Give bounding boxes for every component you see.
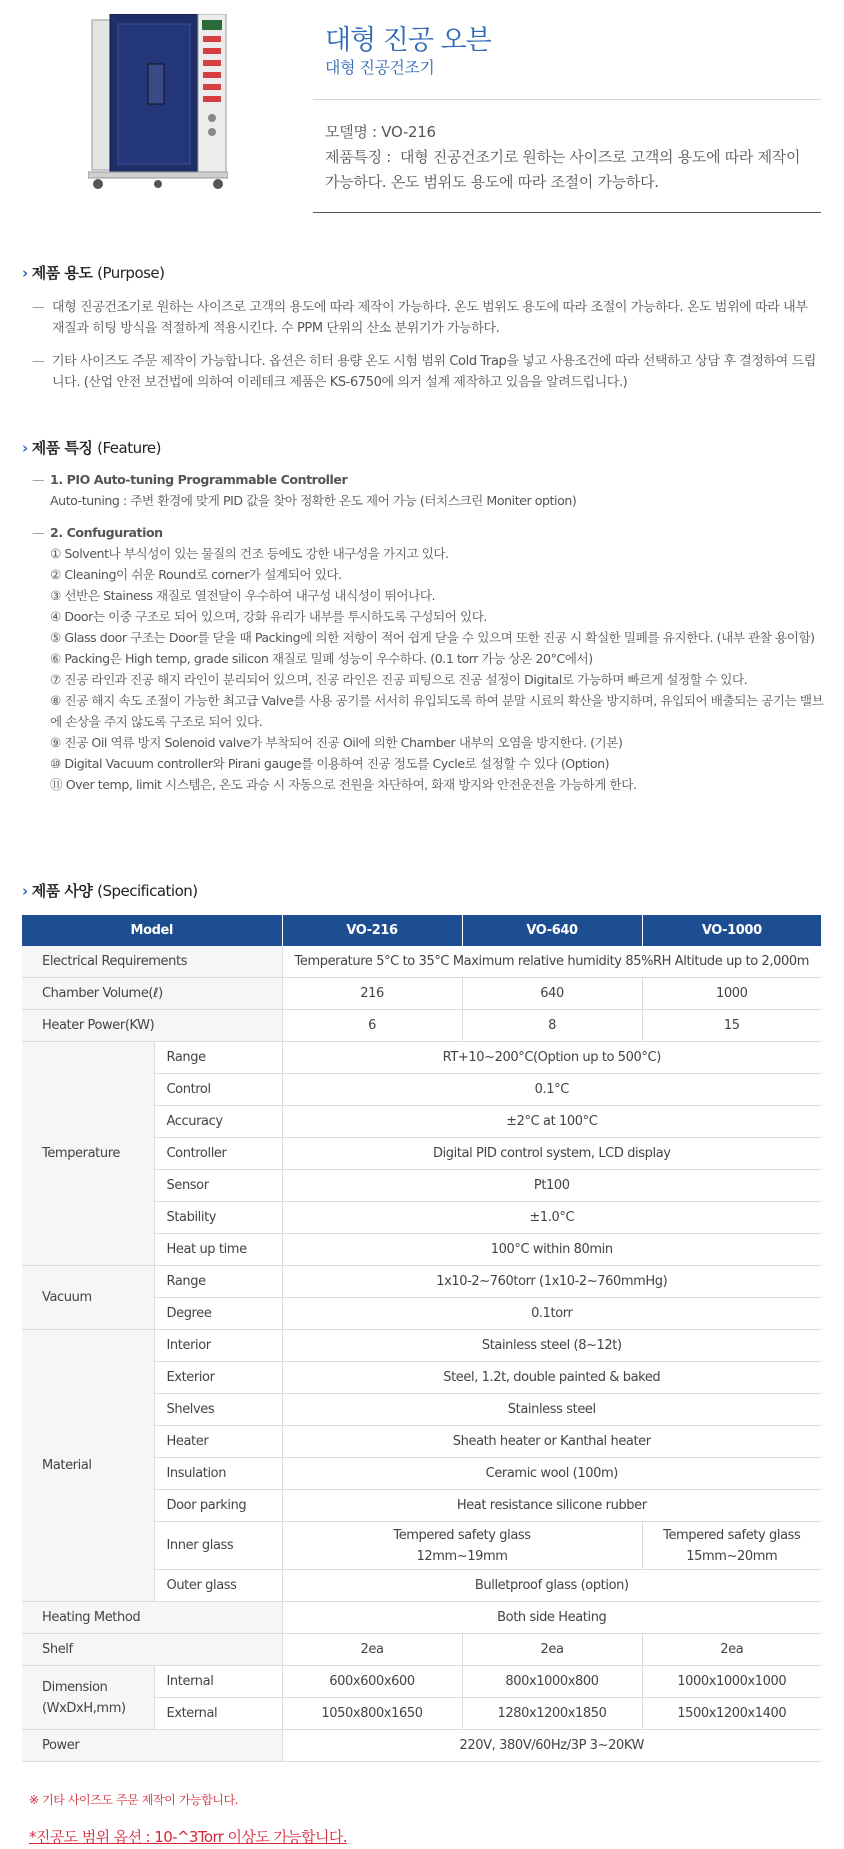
chamber-value: 216: [282, 978, 462, 1010]
row-sub-label: Exterior: [154, 1362, 282, 1394]
table-row: [22, 1010, 821, 1042]
config-item: ③ 선반은 Stainess 재질로 열전달이 우수하여 내구성 내식성이 뛰어나다.: [50, 588, 436, 603]
header-vo-216: VO-216: [282, 915, 462, 946]
row-sub-label: Range: [154, 1266, 282, 1298]
shelf-value: 2ea: [642, 1634, 821, 1666]
outer-glass-value: Bulletproof glass (option): [282, 1570, 821, 1602]
external-value: 1500x1200x1400: [642, 1698, 821, 1730]
table-row: [22, 1266, 821, 1298]
header-model: Model: [22, 915, 282, 946]
table-row: [22, 946, 821, 978]
table-row: [22, 1666, 821, 1698]
table-row: [22, 1330, 821, 1362]
heating-label: Heating Method: [22, 1602, 282, 1634]
row-value: 1x10-2~760torr (1x10-2~760mmHg): [282, 1266, 821, 1298]
product-subtitle: 대형 진공건조기: [325, 58, 435, 77]
row-sub-label: Control: [154, 1074, 282, 1106]
row-value: Stainless steel (8~12t): [282, 1330, 821, 1362]
chevron-right-icon: ›: [22, 264, 28, 282]
header-vo-640: VO-640: [462, 915, 642, 946]
feature-1-desc: Auto-tuning : 주변 환경에 맞게 PID 값을 찾아 정확한 온도 제어 가능 (터치스크린 Moniter option): [50, 493, 577, 508]
row-value: Ceramic wool (100m): [282, 1458, 821, 1490]
info-divider: [313, 212, 821, 213]
external-value: 1280x1200x1850: [462, 1698, 642, 1730]
row-value: Pt100: [282, 1170, 821, 1202]
external-value: 1050x800x1650: [282, 1698, 462, 1730]
shelf-label: Shelf: [22, 1634, 282, 1666]
heater-value: 15: [642, 1010, 821, 1042]
config-item: ⑨ 진공 Oil 역류 방지 Solenoid valve가 부착되어 진공 Oil에 의한 Chamber 내부의 오염을 방지한다. (기본): [50, 735, 623, 750]
config-item: ⑧ 진공 해지 속도 조절이 가능한 최고급 Valve를 사용 공기를 서서히 유입되도록 하여 분말 시료의 확산을 방지하며, 유입되어 배출되는 공기는 밸브에 손상을 주지 않도록 구조로 되어 있다.: [50, 693, 824, 729]
row-sub-label: Shelves: [154, 1394, 282, 1426]
table-row: [22, 1602, 821, 1634]
header-vo-1000: VO-1000: [642, 915, 821, 946]
row-value: 0.1torr: [282, 1298, 821, 1330]
row-sub-label: Range: [154, 1042, 282, 1074]
heater-value: 6: [282, 1010, 462, 1042]
external-label: External: [154, 1698, 282, 1730]
dimension-label: Dimension (WxDxH,mm): [22, 1666, 154, 1730]
material-label: Material: [22, 1330, 154, 1602]
electrical-value: Temperature 5°C to 35°C Maximum relative humidity 85%RH Altitude up to 2,000m: [282, 946, 821, 978]
config-item: ⑤ Glass door 구조는 Door를 닫을 때 Packing에 의한 저항이 적어 쉽게 닫을 수 있으며 또한 진공 시 확실한 밀폐를 유지한다. (내부 관찰 용이함): [50, 630, 815, 645]
internal-value: 600x600x600: [282, 1666, 462, 1698]
config-item: ⑪ Over temp, limit 시스템은, 온도 과승 시 자동으로 전원을 차단하여, 화재 방지와 안전운전을 가능하게 한다.: [50, 777, 637, 792]
shelf-value: 2ea: [282, 1634, 462, 1666]
heating-value: Both side Heating: [282, 1602, 821, 1634]
shelf-value: 2ea: [462, 1634, 642, 1666]
power-value: 220V, 380V/60Hz/3P 3~20KW: [282, 1730, 821, 1762]
dash-bullet-icon: —: [32, 472, 45, 487]
chevron-right-icon: ›: [22, 882, 28, 900]
model-value: VO-216: [381, 123, 436, 141]
custom-size-note: ※ 기타 사이즈도 주문 제작이 가능합니다.: [29, 1793, 239, 1807]
table-row: [22, 1634, 821, 1666]
vacuum-range-note: *진공도 범위 옵션 : 10-^3Torr 이상도 가능합니다.: [29, 1828, 347, 1846]
electrical-label: Electrical Requirements: [22, 946, 282, 978]
row-value: Heat resistance silicone rubber: [282, 1490, 821, 1522]
dash-bullet-icon: —: [32, 525, 45, 540]
temperature-label: Temperature: [22, 1042, 154, 1266]
config-item: ② Cleaning이 쉬운 Round로 corner가 설계되어 있다.: [50, 567, 342, 582]
inner-glass-value-b: Tempered safety glass 15mm~20mm: [642, 1522, 821, 1570]
row-value: Digital PID control system, LCD display: [282, 1138, 821, 1170]
power-label: Power: [22, 1730, 282, 1762]
row-value: 0.1°C: [282, 1074, 821, 1106]
chevron-right-icon: ›: [22, 439, 28, 457]
dash-bullet-icon: —: [32, 300, 45, 315]
purpose-section-title: › 제품 용도 (Purpose): [22, 264, 165, 282]
feature-label: 제품특징: [325, 148, 382, 166]
row-sub-label: Insulation: [154, 1458, 282, 1490]
table-row: [22, 1730, 821, 1762]
row-sub-label: Interior: [154, 1330, 282, 1362]
row-sub-label: Heater: [154, 1426, 282, 1458]
heater-label: Heater Power(KW): [22, 1010, 282, 1042]
internal-label: Internal: [154, 1666, 282, 1698]
table-row: [22, 1042, 821, 1074]
row-sub-label: Controller: [154, 1138, 282, 1170]
table-row: [22, 978, 821, 1010]
config-item: ④ Door는 이중 구조로 되어 있으며, 강화 유리가 내부를 투시하도록 구성되어 있다.: [50, 609, 487, 624]
row-sub-label: Sensor: [154, 1170, 282, 1202]
vacuum-label: Vacuum: [22, 1266, 154, 1330]
config-item: ⑦ 진공 라인과 진공 해지 라인이 분리되어 있으며, 진공 라인은 진공 피팅으로 진공 설정이 Digital로 가능하며 빠르게 설정할 수 있다.: [50, 672, 748, 687]
product-title: 대형 진공 오븐: [325, 25, 491, 56]
spec-table: [22, 915, 821, 1762]
row-sub-label: Door parking: [154, 1490, 282, 1522]
row-sub-label: Degree: [154, 1298, 282, 1330]
inner-glass-label: Inner glass: [154, 1522, 282, 1570]
vacuum-oven-image: [88, 14, 228, 190]
row-value: ±1.0°C: [282, 1202, 821, 1234]
spec-header-row: [22, 915, 821, 946]
chamber-value: 1000: [642, 978, 821, 1010]
row-value: ±2°C at 100°C: [282, 1106, 821, 1138]
model-line: 모델명 : VO-216: [325, 123, 436, 141]
row-value: RT+10~200°C(Option up to 500°C): [282, 1042, 821, 1074]
model-label: 모델명: [325, 123, 368, 141]
title-divider: [313, 99, 821, 100]
row-sub-label: Accuracy: [154, 1106, 282, 1138]
purpose-paragraph-2: — 기타 사이즈도 주문 제작이 가능합니다. 옵션은 히터 용량 온도 시험 범위 Cold Trap을 넣고 사용조건에 따라 선택하고 상담 후 결정하여 드립니다. (산업 안전 보건법에 의하여 이레테크 제품은 KS-6750에 의거 설계 제작하고 있음을 알려드립니다.): [32, 351, 822, 393]
config-item: ⑥ Packing은 High temp, grade silicon 재질로 밀폐 성능이 우수하다. (0.1 torr 가능 상온 20°C에서): [50, 651, 593, 666]
feature-line: 제품특징 : 대형 진공건조기로 원하는 사이즈로 고객의 용도에 따라 제작이 가능하다. 온도 범위도 용도에 따라 조절이 가능하다.: [325, 148, 801, 191]
config-item: ⑩ Digital Vacuum controller와 Pirani gauge를 이용하여 진공 정도를 Cycle로 설정할 수 있다 (Option): [50, 756, 610, 771]
chamber-value: 640: [462, 978, 642, 1010]
product-info: [325, 120, 815, 195]
row-sub-label: Heat up time: [154, 1234, 282, 1266]
heater-value: 8: [462, 1010, 642, 1042]
config-item: ① Solvent나 부식성이 있는 물질의 건조 등에도 강한 내구성을 가지고 있다.: [50, 546, 449, 561]
dash-bullet-icon: —: [32, 354, 45, 369]
feature-block-2: [32, 522, 827, 795]
feature-1-title: 1. PIO Auto-tuning Programmable Controller: [50, 472, 348, 487]
chamber-label: Chamber Volume(ℓ): [22, 978, 282, 1010]
spec-section-title: › 제품 사양 (Specification): [22, 882, 198, 900]
row-value: Stainless steel: [282, 1394, 821, 1426]
outer-glass-label: Outer glass: [154, 1570, 282, 1602]
feature-block-1: [32, 469, 827, 511]
row-value: 100°C within 80min: [282, 1234, 821, 1266]
feature-section-title: › 제품 특징 (Feature): [22, 439, 161, 457]
row-value: Sheath heater or Kanthal heater: [282, 1426, 821, 1458]
inner-glass-value-a: Tempered safety glass 12mm~19mm: [282, 1522, 642, 1570]
internal-value: 1000x1000x1000: [642, 1666, 821, 1698]
purpose-paragraph-1: — 대형 진공건조기로 원하는 사이즈로 고객의 용도에 따라 제작이 가능하다. 온도 범위도 용도에 따라 조절이 가능하다. 온도 범위에 따라 내부 재질과 히팅 방식을 적절하게 적용시킨다. 수 PPM 단위의 산소 분위기가 가능하다.: [32, 297, 822, 339]
feature-value: 대형 진공건조기로 원하는 사이즈로 고객의 용도에 따라 제작이 가능하다. 온도 범위도 용도에 따라 조절이 가능하다.: [325, 148, 801, 191]
internal-value: 800x1000x800: [462, 1666, 642, 1698]
feature-2-title: 2. Confuguration: [50, 525, 163, 540]
row-sub-label: Stability: [154, 1202, 282, 1234]
row-value: Steel, 1.2t, double painted & baked: [282, 1362, 821, 1394]
